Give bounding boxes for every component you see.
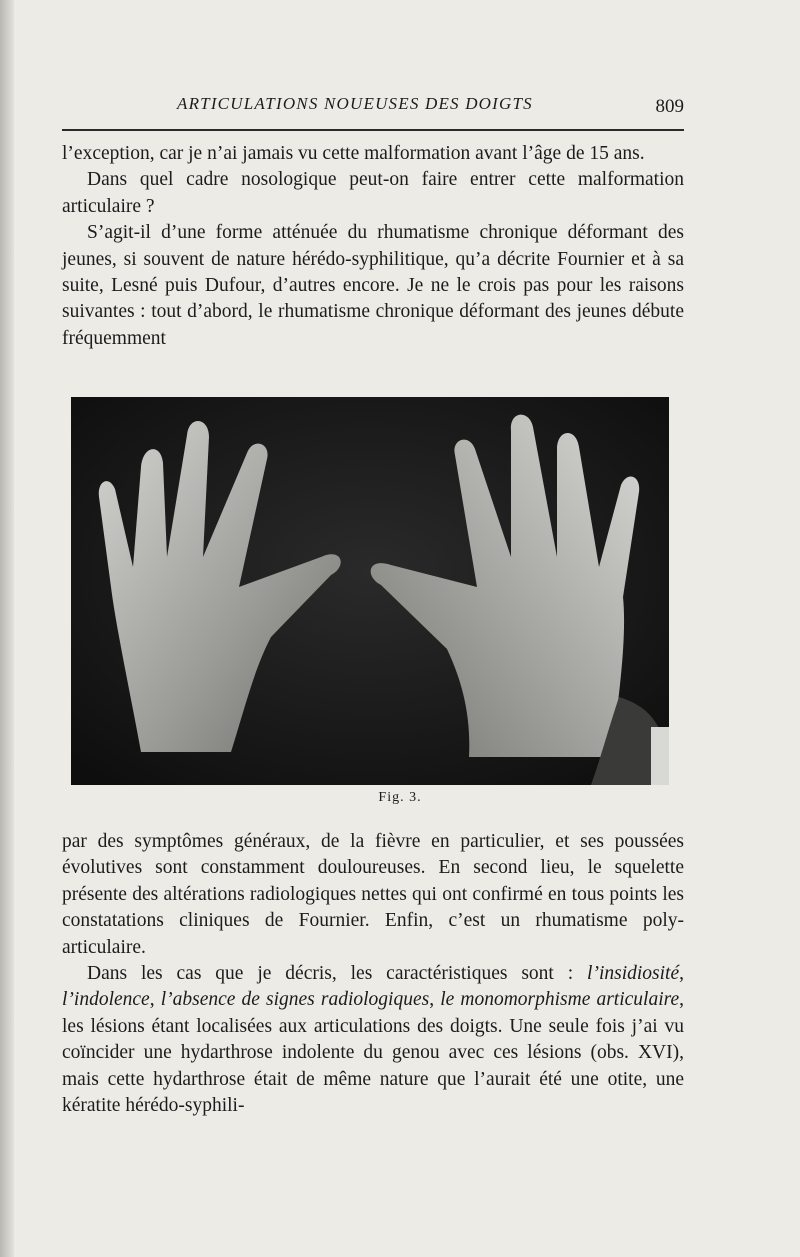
paragraph-4: par des symptômes généraux, de la fièvre en particulier, et ses poussées évolutives sont constamment douloureuses. En second lieu, le squelette présente des altérations radiologiques nettes qui ont confirmé en tous points les constatations cliniques de Fournier. Enfin, c’est un rhumatisme poly-articulaire. xyxy=(62,831,684,958)
term-monomorphisme: le monomorphisme articulaire xyxy=(440,989,680,1011)
text-block-bottom xyxy=(62,829,684,1119)
figure-hands-photo xyxy=(71,397,669,785)
text-block-top xyxy=(62,141,684,352)
running-title: ARTICULATIONS NOUEUSES DES DOIGTS xyxy=(177,94,533,113)
photo-corner xyxy=(651,727,669,785)
separator-1: , xyxy=(679,963,684,985)
term-indolence: l’indolence xyxy=(62,989,150,1011)
term-insidiosite: l’insidiosité xyxy=(587,963,680,985)
term-absence-signes: l’absence de signes radiologiques xyxy=(160,989,430,1011)
separator-3: , xyxy=(429,989,441,1011)
paragraph-1: l’exception, car je n’ai jamais vu cette malformation avant l’âge de 15 ans. xyxy=(62,143,645,164)
paragraph-5 xyxy=(62,961,684,1119)
header-rule xyxy=(62,129,684,131)
paragraph-5-start: Dans les cas que je décris, les caractéristiques sont : xyxy=(87,963,588,985)
page-number: 809 xyxy=(655,96,684,117)
page-edge-shadow xyxy=(0,0,14,1257)
paragraph-2: Dans quel cadre nosologique peut-on faire entrer cette malformation articulaire ? xyxy=(62,169,684,217)
hands-photo-illustration xyxy=(71,397,669,785)
figure-caption: Fig. 3. xyxy=(378,790,422,805)
separator-2: , xyxy=(149,989,161,1011)
running-head xyxy=(62,94,684,124)
paragraph-3: S’agit-il d’une forme atténuée du rhumatisme chronique déformant des jeunes, si souvent de nature hérédo-syphilitique, qu’a décrite Fournier et à sa suite, Lesné puis Dufour, d’autres encore. Je ne le crois pas pour les raisons suivantes : tout d’abord, le rhumatisme chronique déformant des jeunes débute fréquemment xyxy=(62,222,684,349)
paragraph-5-end: , les lésions étant localisées aux articulations des doigts. Une seule fois j’ai vu coïncider une hydarthrose indolente du genou avec ces lésions (obs. XVI), mais cette hydarthrose était de même nature que l’aurait été une otite, une kératite hérédo-syphili- xyxy=(62,989,685,1117)
